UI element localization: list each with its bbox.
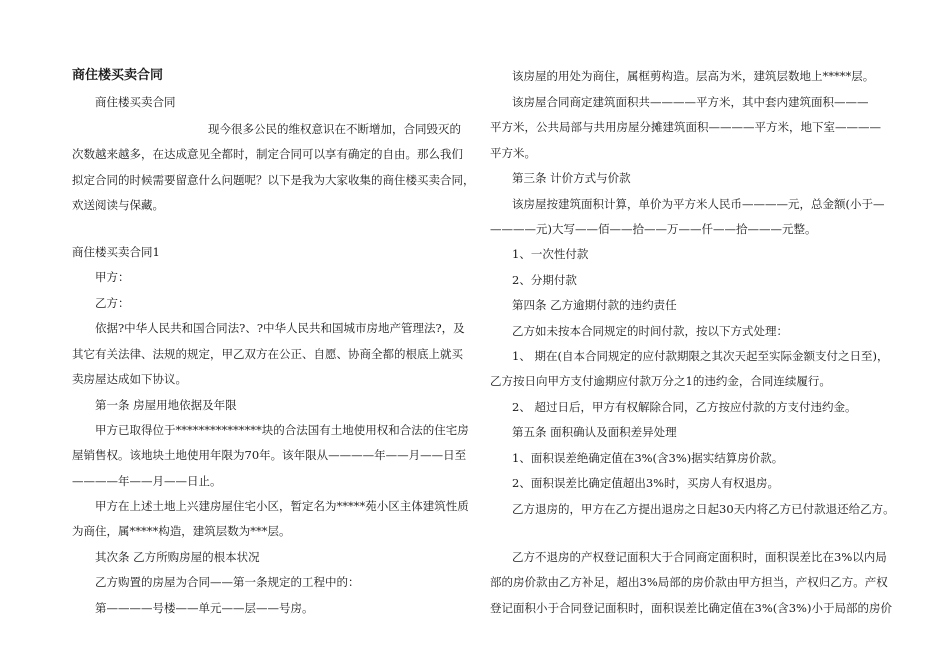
article-1-line-1: 甲方已取得位于***************块的合法国有土地使用权和合法的住宅房 (95, 423, 469, 437)
basis-line-1: 依据?中华人民共和国合同法?、?中华人民共和国城市房地产管理法?，及 (95, 321, 465, 335)
intro-line-4: 欢送阅读与保藏。 (72, 198, 164, 212)
article-1-line-5: 为商住，属*****构造，建筑层数为***层。 (72, 524, 291, 538)
article-3-title: 第三条 计价方式与价款 (512, 171, 631, 185)
article-1-title: 第一条 房屋用地依据及年限 (95, 398, 237, 412)
area-line-1: 该房屋合同商定建筑面积共————平方米，其中套内建筑面积——— (512, 95, 869, 109)
basis-line-3: 卖房屋达成如下协议。 (72, 372, 187, 386)
usage-line: 该房屋的用处为商住，属框剪构造。层高为米，建筑层数地上*****层。 (512, 69, 875, 83)
party-a-label: 甲方： (95, 270, 130, 284)
article-5-item-2: 2、面积误差比确定值超出3%时，买房人有权退房。 (512, 476, 780, 490)
article-1-line-2: 屋销售权。该地块土地使用年限为70年。该年限从————年——月——日至 (72, 448, 467, 462)
article-3-line-2: ————元)大写——佰——拾——万——仟——拾———元整。 (490, 222, 817, 236)
intro-line-2: 次数越来越多，在达成意见全都时，制定合同可以享有确定的自由。那么我们 (72, 147, 463, 161)
intro-line-1: 现今很多公民的维权意识在不断增加，合同毁灭的 (208, 122, 461, 136)
no-refund-line-2: 部的房价款由乙方补足，超出3%局部的房价款由甲方担当，产权归乙方。产权 (490, 575, 888, 589)
basis-line-2: 其它有关法律、法规的规定，甲乙双方在公正、自愿、协商全都的根底上就买 (72, 347, 463, 361)
refund-line: 乙方退房的，甲方在乙方提出退房之日起30天内将乙方已付款退还给乙方。 (512, 502, 895, 516)
payment-option-2: 2、分期付款 (512, 273, 577, 287)
article-4-item-2: 2、 超过日后，甲方有权解除合同，乙方按应付款的方支付违约金。 (512, 400, 857, 414)
party-b-label: 乙方： (95, 296, 130, 310)
no-refund-line-1: 乙方不退房的产权登记面积大于合同商定面积时，面积误差比在3%以内局 (512, 550, 887, 564)
article-2-title: 其次条 乙方所购房屋的根本状况 (95, 550, 260, 564)
article-3-line-1: 该房屋按建筑面积计算，单价为平方米人民币————元，总金额(小于— (512, 197, 885, 211)
payment-option-1: 1、一次性付款 (512, 247, 589, 261)
article-1-line-4: 甲方在上述土地上兴建房屋住宅小区，暂定名为*****苑小区主体建筑性质 (95, 499, 469, 513)
area-line-3: 平方米。 (490, 146, 536, 160)
article-4-item-1-line-2: 乙方按日向甲方支付逾期应付款万分之1的违约金，合同连续履行。 (490, 374, 831, 388)
article-1-line-3: ————年——月——日止。 (72, 474, 222, 488)
article-4-item-1-line-1: 1、 期在(自本合同规定的应付款期限之其次天起至实际金额支付之日至)， (512, 349, 889, 363)
article-4-intro: 乙方如未按本合同规定的时间付款，按以下方式处理： (512, 324, 788, 338)
contract-heading: 商住楼买卖合同1 (72, 245, 160, 259)
article-2-line-2: 第————号楼——单元——层——号房。 (95, 601, 314, 615)
article-2-line-1: 乙方购置的房屋为合同——第一条规定的工程中的： (95, 575, 360, 589)
subtitle: 商住楼买卖合同 (95, 95, 176, 109)
article-4-title: 第四条 乙方逾期付款的违约责任 (512, 298, 677, 312)
intro-line-3: 拟定合同的时候需要留意什么问题呢？以下是我为大家收集的商住楼买卖合同， (72, 173, 475, 187)
article-5-item-1: 1、面积误差绝确定值在3%(含3%)据实结算房价款。 (512, 451, 784, 465)
no-refund-line-3: 登记面积小于合同登记面积时，面积误差比确定值在3%(含3%)小于局部的房价 (490, 601, 892, 615)
document-title: 商住楼买卖合同 (72, 68, 164, 83)
article-5-title: 第五条 面积确认及面积差异处理 (512, 425, 677, 439)
area-line-2: 平方米，公共局部与共用房屋分摊建筑面积————平方米，地下室———— (490, 120, 881, 134)
